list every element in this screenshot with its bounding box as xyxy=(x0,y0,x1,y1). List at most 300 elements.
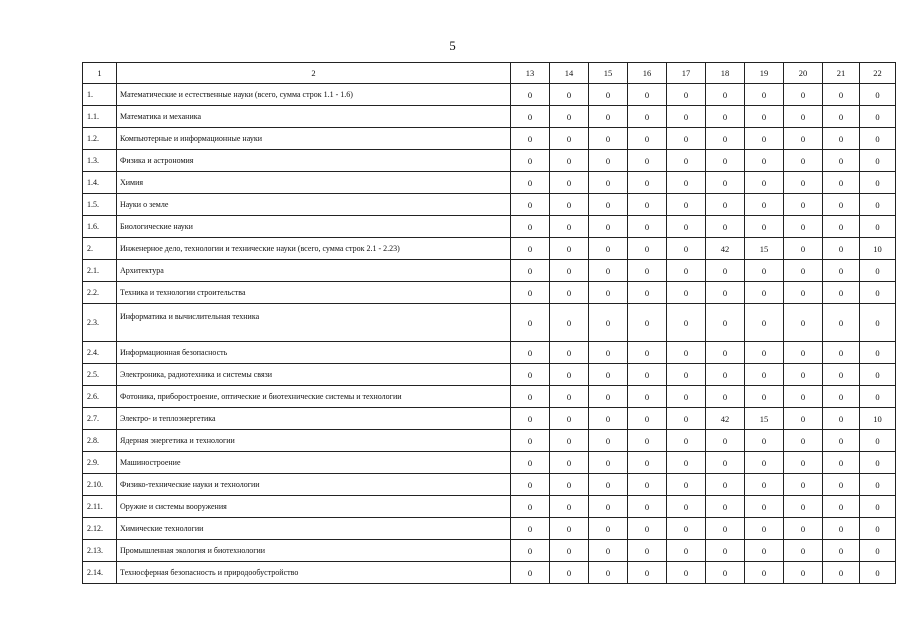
column-header: 22 xyxy=(860,63,896,84)
row-value: 0 xyxy=(823,518,860,540)
row-code: 1.1. xyxy=(83,106,117,128)
row-name: Машиностроение xyxy=(117,452,511,474)
row-value: 0 xyxy=(628,304,667,342)
row-name: Архитектура xyxy=(117,260,511,282)
row-value: 0 xyxy=(745,562,784,584)
row-value: 0 xyxy=(511,282,550,304)
row-value: 0 xyxy=(667,474,706,496)
table-row xyxy=(83,562,896,584)
row-value: 0 xyxy=(706,282,745,304)
row-value: 0 xyxy=(511,562,550,584)
table-row xyxy=(83,238,896,260)
row-value: 0 xyxy=(667,260,706,282)
row-value: 0 xyxy=(628,496,667,518)
row-code: 2.12. xyxy=(83,518,117,540)
table-body xyxy=(83,63,896,584)
column-header: 17 xyxy=(667,63,706,84)
row-value: 0 xyxy=(511,342,550,364)
row-value: 0 xyxy=(823,150,860,172)
column-header: 13 xyxy=(511,63,550,84)
table-row xyxy=(83,496,896,518)
row-name: Электроника, радиотехника и системы связи xyxy=(117,364,511,386)
row-value: 0 xyxy=(589,364,628,386)
row-value: 0 xyxy=(823,84,860,106)
row-value: 0 xyxy=(823,408,860,430)
row-value: 0 xyxy=(589,452,628,474)
row-value: 0 xyxy=(860,260,896,282)
row-value: 0 xyxy=(823,260,860,282)
row-value: 0 xyxy=(667,452,706,474)
row-value: 0 xyxy=(860,128,896,150)
row-value: 0 xyxy=(511,260,550,282)
row-code: 2.1. xyxy=(83,260,117,282)
row-value: 0 xyxy=(860,84,896,106)
table-row xyxy=(83,474,896,496)
row-value: 0 xyxy=(667,106,706,128)
row-value: 0 xyxy=(706,172,745,194)
row-code: 1.3. xyxy=(83,150,117,172)
row-value: 0 xyxy=(823,452,860,474)
row-value: 0 xyxy=(628,408,667,430)
row-value: 0 xyxy=(550,260,589,282)
row-value: 0 xyxy=(589,540,628,562)
table-row xyxy=(83,194,896,216)
row-value: 0 xyxy=(860,194,896,216)
table-row xyxy=(83,282,896,304)
row-value: 0 xyxy=(628,260,667,282)
row-value: 0 xyxy=(589,150,628,172)
row-value: 0 xyxy=(745,474,784,496)
row-value: 0 xyxy=(589,562,628,584)
row-name: Ядерная энергетика и технологии xyxy=(117,430,511,452)
row-value: 0 xyxy=(628,452,667,474)
row-value: 0 xyxy=(589,342,628,364)
row-value: 0 xyxy=(511,128,550,150)
row-value: 0 xyxy=(550,518,589,540)
row-code: 1.6. xyxy=(83,216,117,238)
row-code: 2.8. xyxy=(83,430,117,452)
row-value: 15 xyxy=(745,408,784,430)
row-value: 0 xyxy=(706,216,745,238)
row-value: 0 xyxy=(511,106,550,128)
row-value: 0 xyxy=(589,408,628,430)
row-name: Техника и технологии строительства xyxy=(117,282,511,304)
row-value: 0 xyxy=(511,408,550,430)
row-value: 10 xyxy=(860,238,896,260)
row-value: 0 xyxy=(667,540,706,562)
row-value: 0 xyxy=(550,562,589,584)
row-value: 0 xyxy=(550,342,589,364)
row-value: 0 xyxy=(784,364,823,386)
row-value: 0 xyxy=(550,540,589,562)
row-value: 0 xyxy=(628,518,667,540)
table-row xyxy=(83,106,896,128)
row-value: 0 xyxy=(745,282,784,304)
row-value: 0 xyxy=(784,150,823,172)
row-value: 0 xyxy=(667,364,706,386)
row-value: 0 xyxy=(667,238,706,260)
row-code: 2.11. xyxy=(83,496,117,518)
row-value: 0 xyxy=(784,172,823,194)
row-value: 0 xyxy=(628,128,667,150)
row-value: 0 xyxy=(860,106,896,128)
row-value: 0 xyxy=(589,128,628,150)
row-value: 0 xyxy=(860,386,896,408)
row-value: 0 xyxy=(706,430,745,452)
row-value: 0 xyxy=(511,364,550,386)
row-value: 0 xyxy=(667,408,706,430)
row-value: 0 xyxy=(745,518,784,540)
table-row xyxy=(83,408,896,430)
row-value: 0 xyxy=(823,282,860,304)
row-value: 0 xyxy=(706,474,745,496)
row-name: Промышленная экология и биотехнологии xyxy=(117,540,511,562)
row-value: 0 xyxy=(628,540,667,562)
row-code: 2.3. xyxy=(83,304,117,342)
row-code: 2.7. xyxy=(83,408,117,430)
row-value: 0 xyxy=(667,562,706,584)
row-value: 0 xyxy=(589,518,628,540)
row-value: 0 xyxy=(784,452,823,474)
row-value: 0 xyxy=(550,474,589,496)
row-code: 1.4. xyxy=(83,172,117,194)
row-value: 0 xyxy=(745,342,784,364)
row-value: 0 xyxy=(706,364,745,386)
row-value: 0 xyxy=(511,216,550,238)
row-value: 0 xyxy=(706,496,745,518)
row-value: 0 xyxy=(628,216,667,238)
row-value: 0 xyxy=(860,474,896,496)
row-value: 0 xyxy=(667,386,706,408)
row-value: 0 xyxy=(784,430,823,452)
row-code: 2.6. xyxy=(83,386,117,408)
table-row xyxy=(83,364,896,386)
row-value: 0 xyxy=(550,408,589,430)
row-value: 0 xyxy=(860,304,896,342)
row-value: 0 xyxy=(706,452,745,474)
row-code: 1.2. xyxy=(83,128,117,150)
row-value: 0 xyxy=(511,150,550,172)
row-value: 0 xyxy=(860,452,896,474)
row-code: 2.2. xyxy=(83,282,117,304)
row-code: 2.14. xyxy=(83,562,117,584)
column-header: 19 xyxy=(745,63,784,84)
row-value: 0 xyxy=(550,194,589,216)
table-header-row xyxy=(83,63,896,84)
row-value: 0 xyxy=(745,496,784,518)
row-value: 0 xyxy=(860,150,896,172)
row-value: 0 xyxy=(784,106,823,128)
row-value: 0 xyxy=(667,282,706,304)
row-value: 0 xyxy=(706,84,745,106)
row-code: 2.13. xyxy=(83,540,117,562)
row-name: Химия xyxy=(117,172,511,194)
row-value: 0 xyxy=(511,540,550,562)
table-row xyxy=(83,540,896,562)
row-value: 0 xyxy=(823,430,860,452)
row-code: 1.5. xyxy=(83,194,117,216)
row-value: 0 xyxy=(823,216,860,238)
row-value: 42 xyxy=(706,408,745,430)
table-row xyxy=(83,150,896,172)
row-value: 0 xyxy=(860,172,896,194)
table-row xyxy=(83,260,896,282)
row-name: Физико-технические науки и технологии xyxy=(117,474,511,496)
row-name: Инженерное дело, технологии и технические науки (всего, сумма строк 2.1 - 2.23) xyxy=(117,238,511,260)
column-header: 15 xyxy=(589,63,628,84)
row-value: 0 xyxy=(784,562,823,584)
column-header: 1 xyxy=(83,63,117,84)
table-row xyxy=(83,84,896,106)
row-value: 0 xyxy=(511,474,550,496)
row-value: 0 xyxy=(667,430,706,452)
row-value: 0 xyxy=(745,430,784,452)
row-value: 0 xyxy=(860,540,896,562)
row-value: 0 xyxy=(706,562,745,584)
row-value: 0 xyxy=(784,84,823,106)
row-value: 0 xyxy=(745,304,784,342)
row-value: 0 xyxy=(706,260,745,282)
report-table xyxy=(82,62,896,584)
row-value: 0 xyxy=(784,260,823,282)
row-value: 0 xyxy=(860,518,896,540)
row-name: Математические и естественные науки (всего, сумма строк 1.1 - 1.6) xyxy=(117,84,511,106)
row-name: Информатика и вычислительная техника xyxy=(117,304,511,342)
row-value: 15 xyxy=(745,238,784,260)
row-value: 0 xyxy=(745,216,784,238)
row-value: 0 xyxy=(550,452,589,474)
row-value: 0 xyxy=(511,194,550,216)
table-row xyxy=(83,430,896,452)
row-value: 0 xyxy=(784,216,823,238)
row-name: Науки о земле xyxy=(117,194,511,216)
row-value: 0 xyxy=(706,150,745,172)
row-name: Биологические науки xyxy=(117,216,511,238)
row-name: Техносферная безопасность и природообустройство xyxy=(117,562,511,584)
row-value: 0 xyxy=(823,496,860,518)
row-value: 0 xyxy=(550,84,589,106)
row-value: 0 xyxy=(550,216,589,238)
row-value: 0 xyxy=(745,364,784,386)
row-value: 0 xyxy=(628,106,667,128)
row-value: 0 xyxy=(784,518,823,540)
row-value: 0 xyxy=(860,216,896,238)
row-value: 0 xyxy=(511,172,550,194)
row-name: Компьютерные и информационные науки xyxy=(117,128,511,150)
row-value: 0 xyxy=(823,304,860,342)
row-value: 0 xyxy=(589,84,628,106)
row-value: 0 xyxy=(550,364,589,386)
row-value: 0 xyxy=(860,562,896,584)
row-value: 0 xyxy=(667,128,706,150)
row-value: 0 xyxy=(823,238,860,260)
table-row xyxy=(83,172,896,194)
row-value: 0 xyxy=(628,364,667,386)
row-value: 0 xyxy=(784,540,823,562)
row-value: 0 xyxy=(511,238,550,260)
row-value: 0 xyxy=(511,452,550,474)
row-value: 0 xyxy=(667,84,706,106)
row-value: 0 xyxy=(784,386,823,408)
row-value: 0 xyxy=(784,194,823,216)
row-value: 0 xyxy=(550,386,589,408)
row-value: 0 xyxy=(550,282,589,304)
row-value: 0 xyxy=(860,430,896,452)
row-value: 0 xyxy=(706,518,745,540)
row-value: 0 xyxy=(823,562,860,584)
row-value: 0 xyxy=(589,106,628,128)
row-value: 0 xyxy=(550,128,589,150)
row-value: 0 xyxy=(589,386,628,408)
row-value: 0 xyxy=(628,386,667,408)
row-name: Оружие и системы вооружения xyxy=(117,496,511,518)
row-value: 0 xyxy=(511,518,550,540)
row-value: 0 xyxy=(628,150,667,172)
row-code: 2. xyxy=(83,238,117,260)
row-value: 0 xyxy=(823,106,860,128)
row-value: 0 xyxy=(589,172,628,194)
row-value: 0 xyxy=(667,150,706,172)
row-value: 0 xyxy=(745,386,784,408)
row-value: 0 xyxy=(784,238,823,260)
row-name: Физика и астрономия xyxy=(117,150,511,172)
row-code: 2.5. xyxy=(83,364,117,386)
row-value: 0 xyxy=(667,342,706,364)
column-header: 20 xyxy=(784,63,823,84)
row-value: 0 xyxy=(511,84,550,106)
row-code: 2.9. xyxy=(83,452,117,474)
row-value: 0 xyxy=(667,194,706,216)
row-value: 0 xyxy=(706,304,745,342)
row-value: 0 xyxy=(589,238,628,260)
row-value: 0 xyxy=(628,474,667,496)
column-header: 2 xyxy=(117,63,511,84)
row-value: 0 xyxy=(511,430,550,452)
row-value: 0 xyxy=(589,282,628,304)
row-value: 0 xyxy=(550,496,589,518)
row-value: 0 xyxy=(860,282,896,304)
row-value: 0 xyxy=(706,386,745,408)
row-value: 0 xyxy=(823,342,860,364)
row-value: 0 xyxy=(667,216,706,238)
row-value: 0 xyxy=(706,540,745,562)
row-value: 0 xyxy=(628,342,667,364)
row-value: 0 xyxy=(628,172,667,194)
row-value: 0 xyxy=(745,106,784,128)
row-value: 0 xyxy=(706,106,745,128)
row-code: 1. xyxy=(83,84,117,106)
table-row xyxy=(83,518,896,540)
row-value: 0 xyxy=(745,172,784,194)
row-name: Химические технологии xyxy=(117,518,511,540)
table-row xyxy=(83,128,896,150)
table-row xyxy=(83,304,896,342)
row-value: 0 xyxy=(589,194,628,216)
row-value: 0 xyxy=(823,540,860,562)
row-value: 0 xyxy=(784,282,823,304)
row-value: 0 xyxy=(589,474,628,496)
row-value: 0 xyxy=(589,216,628,238)
row-value: 42 xyxy=(706,238,745,260)
row-value: 0 xyxy=(745,452,784,474)
row-value: 0 xyxy=(860,496,896,518)
row-code: 2.4. xyxy=(83,342,117,364)
table-row xyxy=(83,216,896,238)
row-value: 0 xyxy=(745,84,784,106)
row-value: 0 xyxy=(784,304,823,342)
row-name: Математика и механика xyxy=(117,106,511,128)
row-value: 0 xyxy=(628,562,667,584)
column-header: 14 xyxy=(550,63,589,84)
page-number: 5 xyxy=(449,38,456,53)
row-value: 0 xyxy=(550,150,589,172)
row-value: 0 xyxy=(550,430,589,452)
row-value: 0 xyxy=(550,304,589,342)
row-value: 0 xyxy=(745,260,784,282)
column-header: 16 xyxy=(628,63,667,84)
row-value: 0 xyxy=(628,84,667,106)
row-value: 0 xyxy=(511,496,550,518)
row-value: 0 xyxy=(550,172,589,194)
row-name: Информационная безопасность xyxy=(117,342,511,364)
row-value: 0 xyxy=(550,106,589,128)
row-name: Фотоника, приборостроение, оптические и биотехнические системы и технологии xyxy=(117,386,511,408)
row-value: 0 xyxy=(589,496,628,518)
row-value: 0 xyxy=(667,518,706,540)
row-value: 0 xyxy=(589,260,628,282)
row-value: 0 xyxy=(784,128,823,150)
row-value: 0 xyxy=(667,304,706,342)
row-value: 0 xyxy=(706,128,745,150)
table-row xyxy=(83,452,896,474)
row-value: 0 xyxy=(860,342,896,364)
row-name: Электро- и теплоэнергетика xyxy=(117,408,511,430)
row-code: 2.10. xyxy=(83,474,117,496)
row-value: 0 xyxy=(784,474,823,496)
row-value: 0 xyxy=(589,430,628,452)
row-value: 0 xyxy=(667,496,706,518)
row-value: 0 xyxy=(667,172,706,194)
row-value: 0 xyxy=(706,342,745,364)
row-value: 0 xyxy=(745,194,784,216)
row-value: 0 xyxy=(745,540,784,562)
row-value: 0 xyxy=(823,386,860,408)
row-value: 0 xyxy=(784,408,823,430)
row-value: 0 xyxy=(823,364,860,386)
table-row xyxy=(83,342,896,364)
column-header: 21 xyxy=(823,63,860,84)
table-row xyxy=(83,386,896,408)
row-value: 0 xyxy=(823,128,860,150)
column-header: 18 xyxy=(706,63,745,84)
row-value: 0 xyxy=(823,474,860,496)
row-value: 0 xyxy=(589,304,628,342)
row-value: 0 xyxy=(784,496,823,518)
row-value: 0 xyxy=(823,172,860,194)
row-value: 0 xyxy=(511,386,550,408)
row-value: 0 xyxy=(628,194,667,216)
row-value: 0 xyxy=(784,342,823,364)
row-value: 10 xyxy=(860,408,896,430)
row-value: 0 xyxy=(706,194,745,216)
row-value: 0 xyxy=(860,364,896,386)
row-value: 0 xyxy=(823,194,860,216)
row-value: 0 xyxy=(550,238,589,260)
row-value: 0 xyxy=(628,430,667,452)
row-value: 0 xyxy=(628,238,667,260)
row-value: 0 xyxy=(745,128,784,150)
row-value: 0 xyxy=(745,150,784,172)
